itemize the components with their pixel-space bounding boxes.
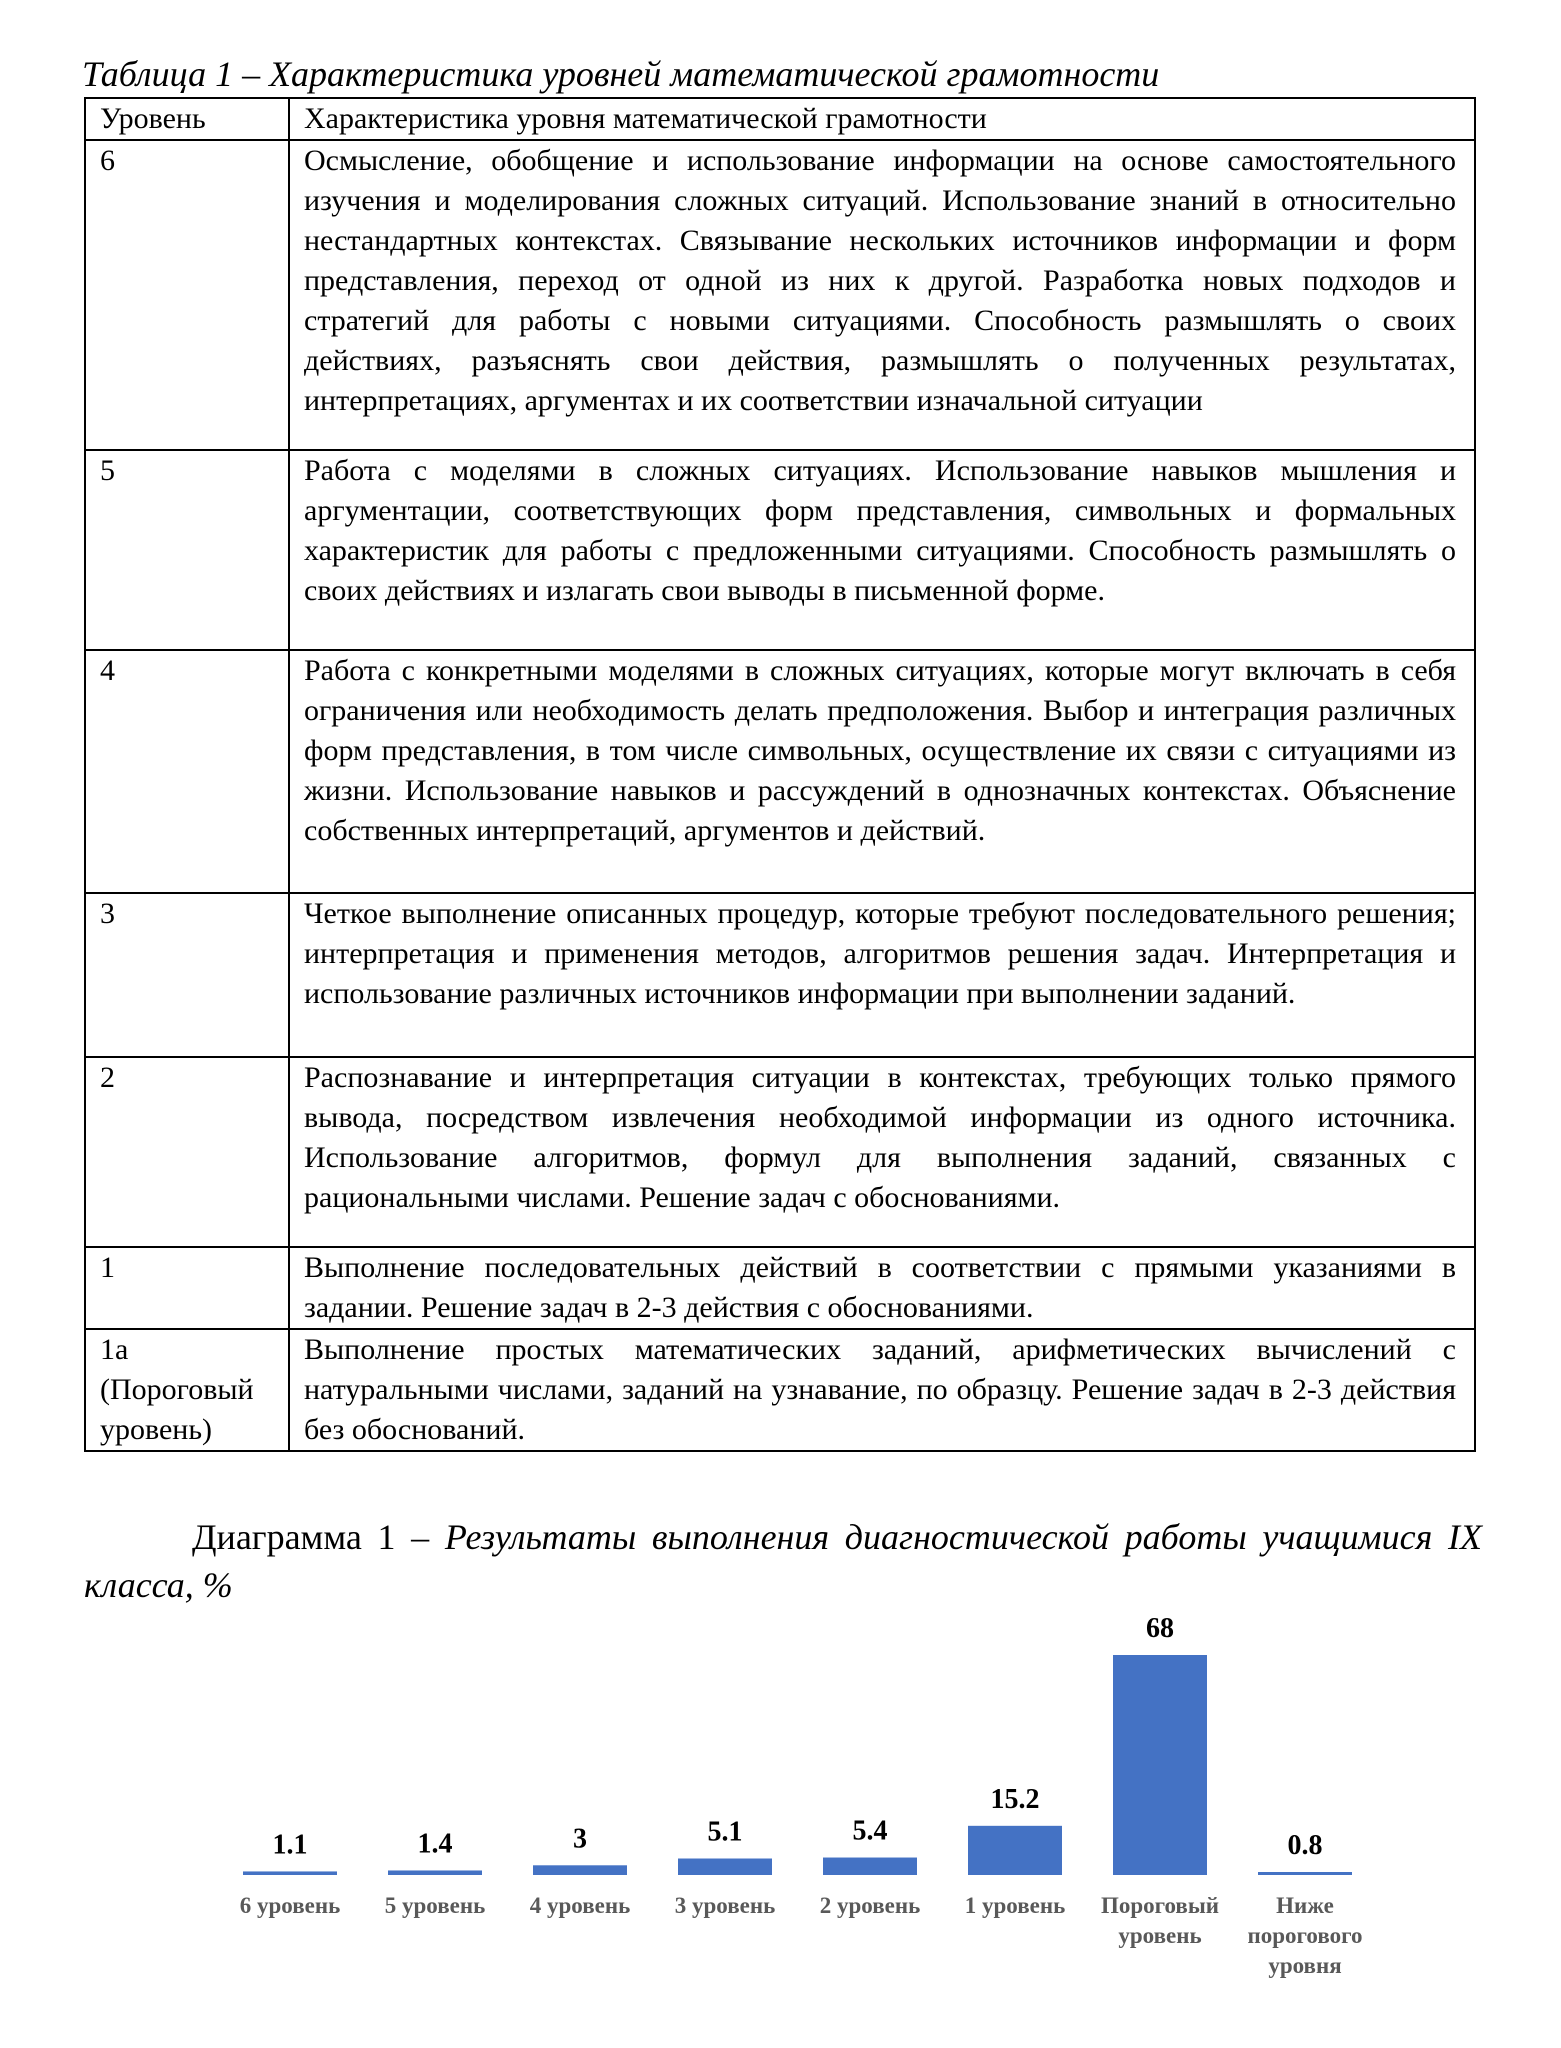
category-label: 3 уровень <box>674 1893 776 1918</box>
row-level: 2 <box>85 1057 289 1247</box>
row-level: 3 <box>85 893 289 1057</box>
data-label: 1.1 <box>272 1829 308 1861</box>
data-label: 3 <box>573 1823 587 1855</box>
row-level: 1 <box>85 1247 289 1329</box>
diagram-caption-prefix: Диаграмма 1 – <box>192 1517 430 1557</box>
category-label: 5 уровень <box>384 1893 486 1918</box>
row-characteristic: Выполнение последовательных действий в соответствии с прямыми указаниями в задании. Решение задач в 2-3 действия с обоснованиями. <box>289 1247 1475 1329</box>
row-characteristic: Четкое выполнение описанных процедур, которые требуют последовательного решения; интерпретация и применения методов, алгоритмов решения задач. Интерпретация и использование различных источников информации при выполнении заданий. <box>289 893 1475 1057</box>
data-label: 5.4 <box>852 1815 888 1847</box>
diagram-caption-title: Результаты выполнения диагностической работы учащимися IX класса, % <box>84 1517 1483 1605</box>
row-level: 1a (Пороговый уровень) <box>85 1329 289 1451</box>
row-characteristic: Выполнение простых математических заданий, арифметических вычислений с натуральными числами, заданий на узнавание, по образцу. Решение задач в 2-3 действия без обоснований. <box>289 1329 1475 1451</box>
category-label: 4 уровень <box>529 1893 631 1918</box>
category-label: уровень <box>1118 1923 1202 1948</box>
data-label: 15.2 <box>990 1783 1040 1815</box>
category-label: Пороговый <box>1100 1893 1220 1918</box>
bar-6 <box>968 1826 1062 1875</box>
row-characteristic: Распознавание и интерпретация ситуации в контекстах, требующих только прямого вывода, посредством извлечения необходимой информации из одного источника. Использование алгоритмов, формул для выполнения заданий, связанных с рациональными числами. Решение задач с обоснованиями. <box>289 1057 1475 1247</box>
category-label: Ниже <box>1276 1893 1334 1918</box>
category-label: 1 уровень <box>964 1893 1066 1918</box>
row-characteristic: Работа с конкретными моделями в сложных ситуациях, которые могут включать в себя ограничения или необходимость делать предположения. Выбор и интеграция различных форм представления, в том числе символьных, осуществление их связи с ситуациями из жизни. Использование навыков и рассуждений в однозначных контекстах. Объяснение собственных интерпретаций, аргументов и действий. <box>289 650 1475 893</box>
bar-8 <box>1258 1872 1352 1875</box>
bar-7 <box>1113 1655 1207 1875</box>
row-characteristic: Осмысление, обобщение и использование информации на основе самостоятельного изучения и моделирования сложных ситуаций. Использование знаний в относительно нестандартных контекстах. Связывание нескольких источников информации и форм представления, переход от одной из них к другой. Разработка новых подходов и стратегий для работы с новыми ситуациями. Способность размышлять о своих действиях, разъяснять свои действия, размышлять о полученных результатах, интерпретациях, аргументах и их соответствии изначальной ситуации <box>289 140 1475 450</box>
row-level: 6 <box>85 140 289 450</box>
row-level: 5 <box>85 450 289 650</box>
data-label: 5.1 <box>707 1816 743 1848</box>
category-label: уровня <box>1268 1953 1342 1978</box>
category-label: 2 уровень <box>819 1893 921 1918</box>
bar-4 <box>678 1859 772 1876</box>
header-characteristic: Характеристика уровня математической грамотности <box>289 98 1475 140</box>
bar-5 <box>823 1858 917 1875</box>
data-label: 1.4 <box>417 1828 453 1860</box>
row-level: 4 <box>85 650 289 893</box>
header-level: Уровень <box>85 98 289 140</box>
table-caption: Таблица 1 – Характеристика уровней математической грамотности <box>82 54 1160 94</box>
category-label: порогового <box>1247 1923 1363 1948</box>
row-characteristic: Работа с моделями в сложных ситуациях. Использование навыков мышления и аргументации, соответствующих форм представления, символьных и формальных характеристик для работы с предложенными ситуациями. Способность размышлять о своих действиях и излагать свои выводы в письменной форме. <box>289 450 1475 650</box>
bar-2 <box>388 1870 482 1875</box>
bar-3 <box>533 1865 627 1875</box>
data-label: 0.8 <box>1287 1830 1323 1861</box>
category-label: 6 уровень <box>239 1893 341 1918</box>
bar-1 <box>243 1871 337 1875</box>
data-label: 68 <box>1146 1613 1174 1644</box>
